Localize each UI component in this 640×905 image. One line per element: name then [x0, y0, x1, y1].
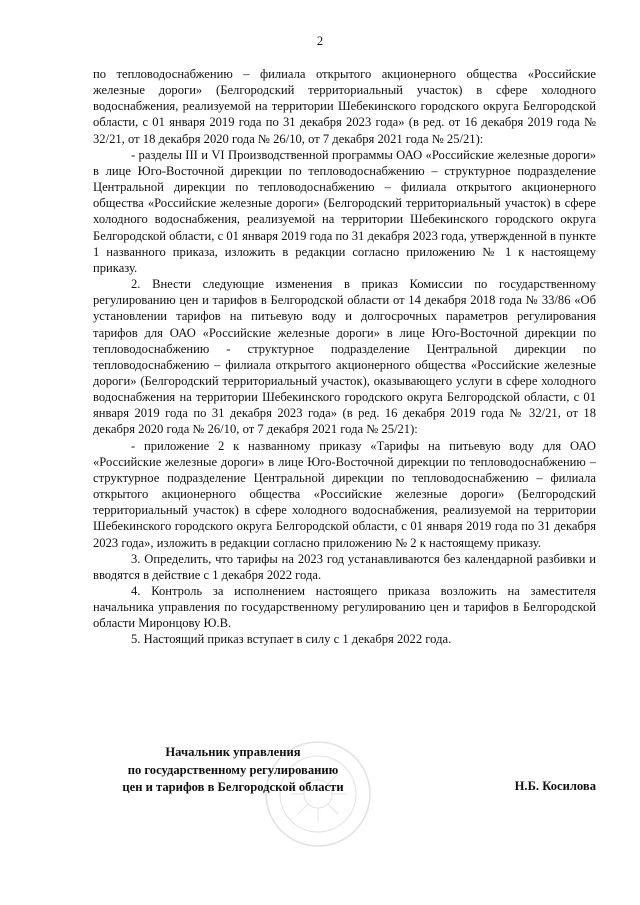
signatory-position — [93, 744, 373, 797]
signatory-position-line: цен и тарифов в Белгородской области — [122, 780, 344, 794]
signatory-position-line: Начальник управления — [165, 745, 301, 759]
paragraph-item-4: 4. Контроль за исполнением настоящего приказа возложить на заместителя начальника управления по государственному регулированию цен и тарифов в Белгородской области Миронцову Ю.В. — [93, 584, 596, 631]
signatory-name: Н.Б. Косилова — [514, 779, 596, 793]
paragraph-item-2: 2. Внести следующие изменения в приказ Комиссии по государственному регулированию цен и тарифов в Белгородской области от 14 декабря 2018 года № 33/86 «Об установлении тарифов на питьевую воду и долгосрочных параметров регулирования тарифов для ОАО «Российские железные дороги» в лице Юго-Восточной дирекции по тепловодоснабжению - структурное подразделение Центральной дирекции по тепловодоснабжению – филиала открытого акционерного общества «Российские железные дороги» (Белгородский территориальный участок), оказывающего услуги в сфере холодного водоснабжения на территории Шебекинского городского округа Белгородской области, с 01 января 2019 года по 31 декабря 2023 года» (в ред. 16 декабря 2019 года № 32/21, от 18 декабря 2020 года № 26/10, от 7 декабря 2021 года № 25/21): — [93, 277, 596, 437]
paragraph-section-iii-vi: - разделы III и VI Производственной программы ОАО «Российские железные дороги» в лице Юго-Восточной дирекции по тепловодоснабжению – структурное подразделение Центральной дирекции по тепловодоснабжению – филиала открытого акционерного общества «Российские железные дороги» (Белгородский территориальный участок) в сфере холодного водоснабжения, реализуемой на территории Шебекинского городского округа Белгородской области, с 01 января 2019 года по 31 декабря 2023 года, утвержденной в пункте 1 названного приказа, изложить в редакции согласно приложению № 1 к настоящему приказу. — [93, 147, 596, 275]
paragraph-continuation: по тепловодоснабжению – филиала открытого акционерного общества «Российские железные дороги» (Белгородский территориальный участок) в сфере холодного водоснабжения, реализуемой на территории Шебекинского городского округа Белгородской области, с 01 января 2019 года по 31 декабря 2023 года» (в ред. от 16 декабря 2019 года № 32/21, от 18 декабря 2020 года № 26/10, от 7 декабря 2021 года № 25/21): — [93, 67, 596, 146]
document-body — [93, 66, 596, 648]
paragraph-appendix-2: - приложение 2 к названному приказу «Тарифы на питьевую воду для ОАО «Российские железные дороги» в лице Юго-Восточной дирекции по тепловодоснабжению – структурное подразделение Центральной дирекции по тепловодоснабжению – филиала открытого акционерного общества «Российские железные дороги» (Белгородский территориальный участок) в сфере холодного водоснабжения, реализуемой на территории Шебекинского городского округа Белгородской области, с 01 января 2019 года по 31 декабря 2023 года», изложить в редакции согласно приложению № 2 к настоящему приказу. — [93, 438, 596, 550]
page-number: 2 — [316, 34, 324, 48]
signatory-position-line: по государственному регулированию — [127, 762, 339, 777]
paragraph-item-5: 5. Настоящий приказ вступает в силу с 1 декабря 2022 года. — [131, 632, 452, 647]
paragraph-item-3: 3. Определить, что тарифы на 2023 год устанавливаются без календарной разбивки и вводятся в действие с 1 декабря 2022 года. — [93, 551, 596, 582]
signature-block — [93, 744, 596, 804]
